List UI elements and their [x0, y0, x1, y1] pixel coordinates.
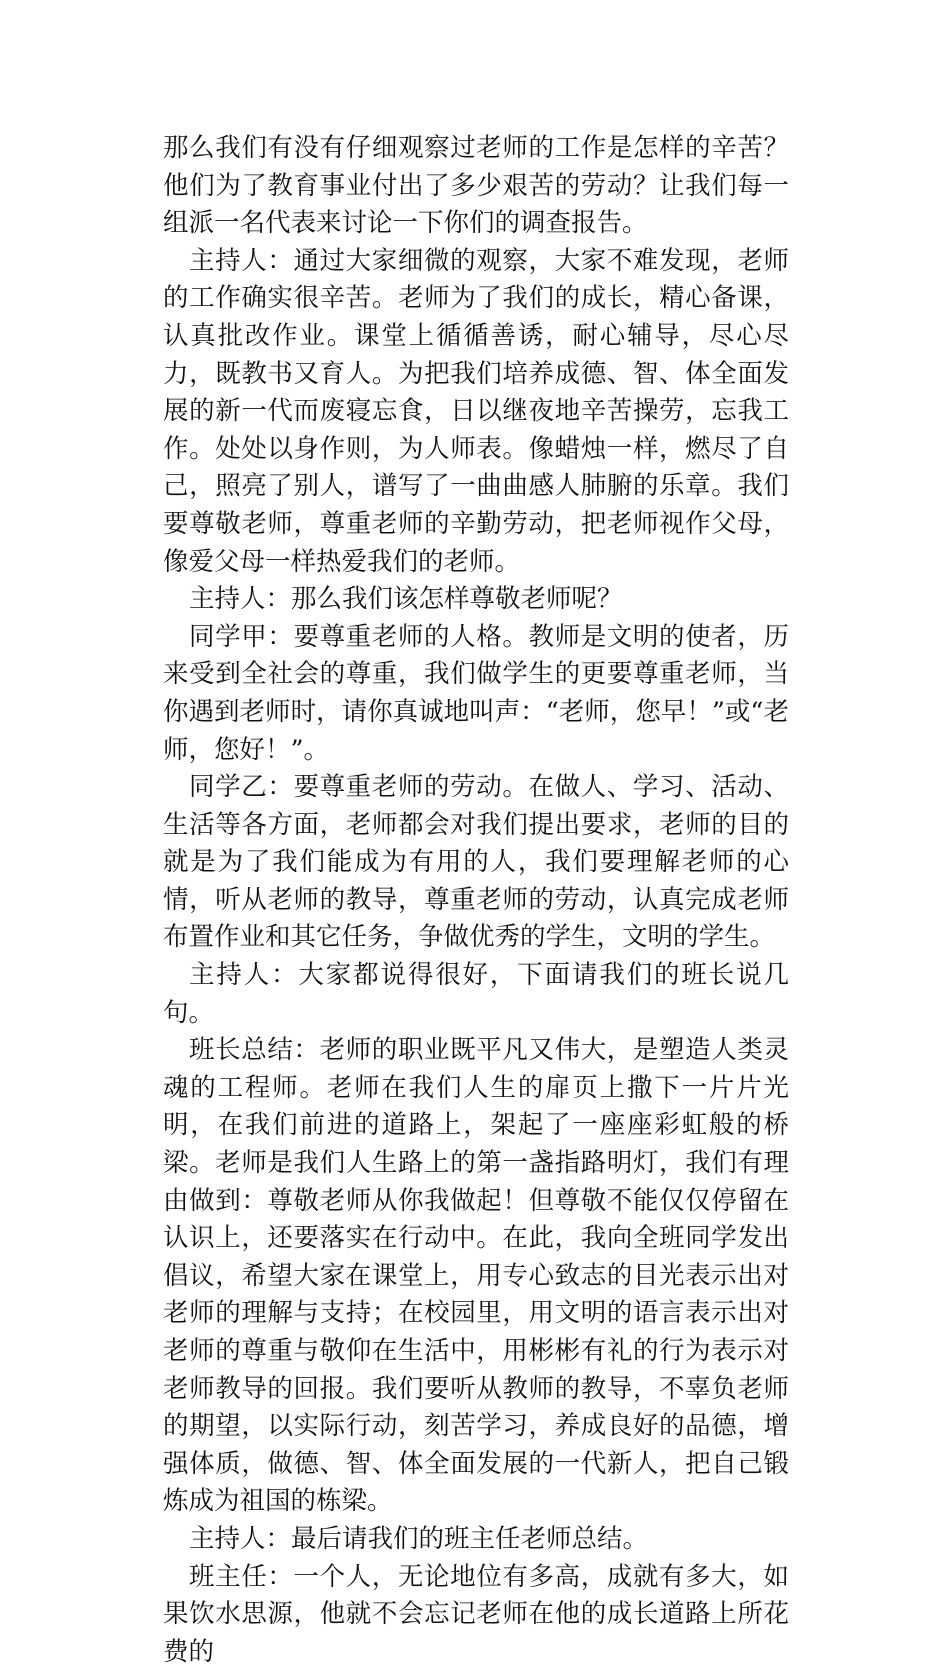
paragraph-monitor-summary: 班长总结：老师的职业既平凡又伟大，是塑造人类灵魂的工程师。老师在我们人生的扉页上撒下一片片光明，在我们前进的道路上，架起了一座座彩虹般的桥梁。老师是我们人生路上的第一盏指路明灯，我们有理由做到：尊敬老师从你我做起！但尊敬不能仅仅停留在认识上，还要落实在行动中。在此，我向全班同学发出倡议，希望大家在课堂上，用专心致志的目光表示出对老师的理解与支持；在校园里，用文明的语言表示出对老师的尊重与敬仰在生活中，用彬彬有礼的行为表示对老师教导的回报。我们要听从教师的教导，不辜负老师的期望，以实际行动，刻苦学习，养成良好的品德，增强体质，做德、智、体全面发展的一代新人，把自己锻炼成为祖国的栋梁。: [163, 1035, 789, 1517]
body-text: [163, 130, 789, 1671]
paragraph-host-monitor-intro: 主持人：大家都说得很好，下面请我们的班长说几句。: [163, 960, 789, 1028]
paragraph-host-observation: 主持人：通过大家细微的观察，大家不难发现，老师的工作确实很辛苦。老师为了我们的成长，精心备课，认真批改作业。课堂上循循善诱，耐心辅导，尽心尽力，既教书又育人。为把我们培养成德、智、体全面发展的新一代而废寝忘食，日以继夜地辛苦操劳，忘我工作。处处以身作则，为人师表。像蜡烛一样，燃尽了自己，照亮了别人，谱写了一曲曲感人肺腑的乐章。我们要尊敬老师，尊重老师的辛勤劳动，把老师视作父母，像爱父母一样热爱我们的老师。: [163, 245, 789, 577]
paragraph-student-a: 同学甲：要尊重老师的人格。教师是文明的使者，历来受到全社会的尊重，我们做学生的更要尊重老师，当你遇到老师时，请你真诚地叫声：“老师，您早！”或“老师，您好！”。: [163, 621, 789, 765]
paragraph-host-teacher-intro: 主持人：最后请我们的班主任老师总结。: [189, 1523, 649, 1554]
paragraph-student-b: 同学乙：要尊重老师的劳动。在做人、学习、活动、生活等各方面，老师都会对我们提出要求，老师的目的就是为了我们能成为有用的人，我们要理解老师的心情，听从老师的教导，尊重老师的劳动，认真完成老师布置作业和其它任务，争做优秀的学生，文明的学生。: [163, 772, 789, 953]
paragraph-intro-question: 那么我们有没有仔细观察过老师的工作是怎样的辛苦？他们为了教育事业付出了多少艰苦的劳动？让我们每一组派一名代表来讨论一下你们的调查报告。: [163, 133, 789, 239]
paragraph-host-question: 主持人：那么我们该怎样尊敬老师呢？: [189, 584, 623, 615]
paragraph-head-teacher: 班主任：一个人，无论地位有多高，成就有多大，如果饮水思源，他就不会忘记老师在他的成长道路上所花费的: [163, 1561, 789, 1667]
